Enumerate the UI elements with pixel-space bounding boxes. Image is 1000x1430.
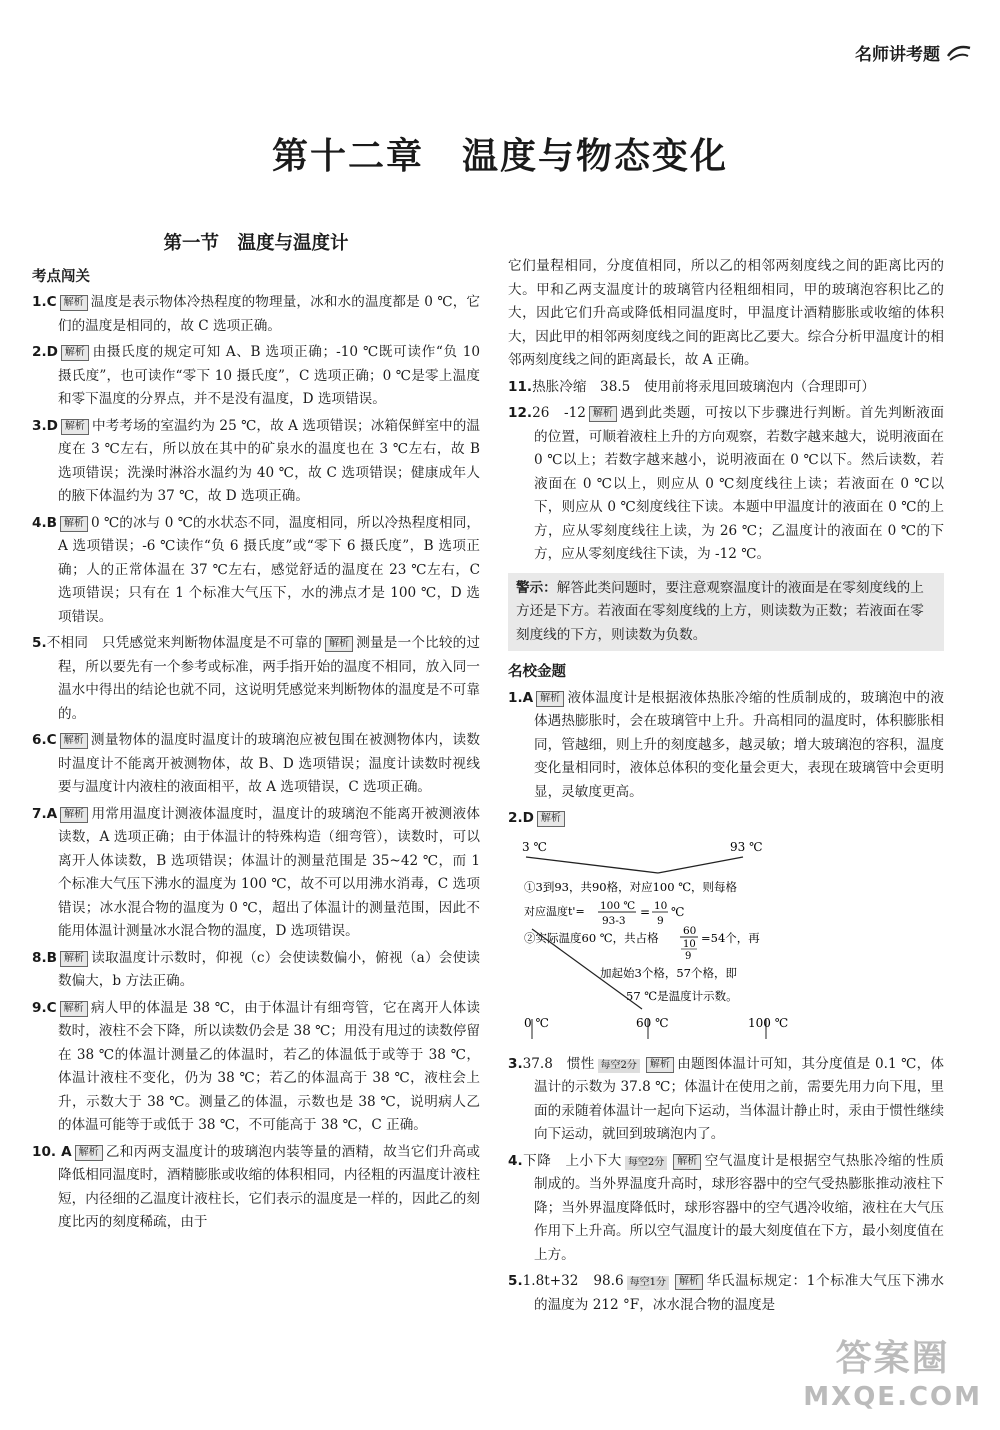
watermark [803,1340,982,1416]
answer-item: 3.D 解析 中考考场的室温约为 25 ℃，故 A 选项错误；冰箱保鲜室中的温度在 3 ℃左右，所以放在其中的矿泉水的温度也在 3 ℃左右，故 B 选项错误；洗澡时淋浴水温约为 40 ℃，故 C 选项错误；健康成年人的腋下体温约为 37 ℃，故 D 选项正确。 [32,417,481,504]
answer-item: 6.C 解析 测量物体的温度时温度计的玻璃泡应被包围在被测物体内，读数时温度计不能离开被测物体，故 B、D 选项错误；温度计读数时视线要与温度计内液柱的液面相平，故 A 选项错误，C 选项正确。 [32,732,480,795]
answer-item: 1.A 解析 液体温度计是根据液体热胀冷缩的性质制成的，玻璃泡中的液体遇热膨胀时，会在玻璃管中上升。升高相同的温度时，体积膨胀相同，管越细，则上升的刻度越多，越灵敏；增大玻璃泡的容积，温度变化量相同时，液体总体积的变化量会更大，表现在玻璃管中会更明显，灵敏度更高。 [508,689,944,800]
diagram-text: 10 [683,938,696,950]
warning-box: 警示：解答此类问题时，要注意观察温度计的液面是在零刻度线的上方还是下方。若液面在零刻度线的上方，则读数为正数；若液面在零刻度线的下方，则读数为负数。 [508,573,944,652]
diagram-text: 9 [657,914,664,927]
answer-item: 3.37.8 惯性 每空2分 解析 由题图体温计可知，其分度值是 0.1 ℃，体温计的示数为 37.8 ℃；体温计在使用之前，需要先用力向下甩，里面的汞随着体温计一起向下运动，当体温计静止时，汞由于惯性继续向下运动，就回到玻璃泡内了。 [508,1055,944,1142]
answer-item: 2.D 解析 由摄氏度的规定可知 A、B 选项正确；-10 ℃既可读作“负 10 摄氏度”，也可读作“零下 10 摄氏度”，C 选项正确；0 ℃是零上温度和零下温度的分界点，并不是没有温度，D 选项错误。 [32,344,480,407]
right-column [508,255,944,1320]
answer-item: 2.D 解析 [508,807,944,831]
diagram-line [658,857,743,873]
subsection-title: 名校金题 [508,664,566,680]
answer-item: 9.C 解析 病人甲的体温是 38 ℃，由于体温计有细弯管，它在离开人体读数时，液柱不会下降，所以读数仍会是 38 ℃；用没有甩过的读数停留在 38 ℃的体温计测量乙的体温时，若乙的体温低于或等于 38 ℃，体温计液柱不变化，仍为 38 ℃；若乙的体温高于 38 ℃，液柱会上升，示数大于 38 ℃。测量乙的体温，示数也是 38 ℃，说明病人乙的体温可能等于或低于 38 ℃，不可能高于 38 ℃，C 正确。 [32,999,480,1133]
diagram-text: ℃ [671,904,685,919]
left-column [32,228,480,1238]
thermometer-scale-diagram [518,837,818,1047]
answer-continuation: 它们量程相同，分度值相同，所以乙的相邻两刻度线之间的距离比丙的大。甲和乙两支温度计的玻璃管内径粗细相同，甲的玻璃泡容积比乙的大，因此它们升高或降低相同温度时，甲温度计酒精膨胀或收缩的体积大，因此甲的相邻两刻度线之间的距离比乙要大。综合分析甲温度计的相邻两刻度线之间的距离最长，故 A 正确。 [508,258,944,368]
brand-swoosh-icon [946,42,972,62]
diagram-text: 加起始3个格，57个格，即 [600,965,737,980]
diagram-label-93c: 93 ℃ [730,839,763,854]
brand-label: 名师讲考题 [855,45,940,65]
answer-item: 5.不相同 只凭感觉来判断物体温度是不可靠的 解析 测量是一个比较的过程，所以要先有一个参考或标准，两手指开始的温度不相同，放入同一温水中得出的结论也就不同，这说明凭感觉来判断物体的温度是不可靠的。 [32,635,480,722]
chapter-title: 第十二章 温度与物态变化 [271,136,728,177]
diagram-text: 60 [683,924,697,937]
diagram-line [526,857,658,873]
subsection-title: 考点闯关 [32,268,90,285]
watermark-title: 答案圈 [835,1338,950,1379]
diagram-text: 9 [685,950,692,962]
answer-item: 4.下降 上小下大 每空2分 解析 空气温度计是根据空气热胀冷缩的性质制成的。当外界温度升高时，球形容器中的空气受热膨胀推动液柱下降；当外界温度降低时，球形容器中的空气遇冷收缩，液柱在大气压作用下上升高。所以空气温度计的最大刻度值在下方，最小刻度值在上方。 [508,1152,945,1263]
diagram-text: 93-3 [602,914,626,927]
answer-item: 11.热胀冷缩 38.5 使用前将汞甩回玻璃泡内（合理即可） [508,378,876,395]
answer-item: 5.1.8t+32 98.6 每空1分 解析 华氏温标规定：1个标准大气压下沸水的温度为 212 °F，冰水混合物的温度是 [508,1273,944,1313]
diagram-text: =54个，再 [701,930,760,945]
diagram-label-60c: 60 ℃ [636,1015,669,1030]
answer-item: 1.C 解析 温度是表示物体冷热程度的物理量，冰和水的温度都是 0 ℃，它们的温度是相同的，故 C 选项正确。 [32,294,480,334]
diagram-text: ①3到93，共90格，对应100 ℃，则每格 [524,879,738,894]
section-title: 第一节 温度与温度计 [163,233,349,254]
diagram-text: = [640,904,651,919]
diagram-text: 100 ℃ [600,899,636,912]
answer-item: 4.B 解析 0 ℃的冰与 0 ℃的水状态不同，温度相同，所以冷热程度相同，A 选项错误；-6 ℃读作“负 6 摄氏度”或“零下 6 摄氏度”，B 选项正确；人的正常体温在 37 ℃左右，感觉舒适的温度在 23 ℃左右，C 选项错误；只有在 1 个标准大气压下，水的沸点才是 100 ℃，D 选项错误。 [32,514,480,625]
diagram-text: 57 ℃是温度计示数。 [626,988,738,1003]
diagram-text: ②实际温度60 ℃，共占格 [524,930,659,945]
diagram-text: 10 [654,899,668,912]
answer-item: 12.26 -12 解析 遇到此类题，可按以下步骤进行判断。首先判断液面的位置，可顺着液柱上升的方向观察，若数字越来越大，说明液面在 0 ℃以上；若数字越来越小，说明液面在 0 ℃以下。然后读数，若液面在 0 ℃以上，则应从 0 ℃刻度线往上读；若液面在 0 ℃以下，则应从 0 ℃刻度线往下读。本题中甲温度计的液面在 0 ℃的上方，应从零刻度线往上读，为 26 ℃；乙温度计的液面在 0 ℃的下方，应从零刻度线往下读，为 -12 ℃。 [508,405,944,562]
diagram-label-100c: 100 ℃ [748,1015,789,1030]
diagram-label-3c: 3 ℃ [522,839,547,854]
watermark-url: MXQE.COM [803,1382,982,1412]
answer-item: 8.B 解析 读取温度计示数时，仰视（c）会使读数偏小，俯视（a）会使读数偏大，b 方法正确。 [32,949,480,989]
answer-item: 10. A 解析 乙和丙两支温度计的玻璃泡内装等量的酒精，故当它们升高或降低相同温度时，酒精膨胀或收缩的体积相同，内径粗的丙温度计液柱短，内径细的乙温度计液柱长，它们表示的温度是一样的，因此乙的刻度比丙的刻度稀疏，由于 [32,1143,480,1230]
diagram-label-0c: 0 ℃ [524,1015,549,1030]
diagram-text: 对应温度t'= [524,904,585,918]
answer-item: 7.A 解析 用常用温度计测液体温度时，温度计的玻璃泡不能离开被测液体读数，A 选项正确；由于体温计的特殊构造（细弯管），读数时，可以离开人体读数，B 选项错误；体温计的测量范围是 35~42 ℃，而 1 个标准大气压下沸水的温度为 100 ℃，故不可以用沸水消毒，C 选项错误；冰水混合物的温度为 0 ℃，超出了体温计的测量范围，因此不能用体温计测量冰水混合物的温度，D 选项错误。 [32,805,480,939]
